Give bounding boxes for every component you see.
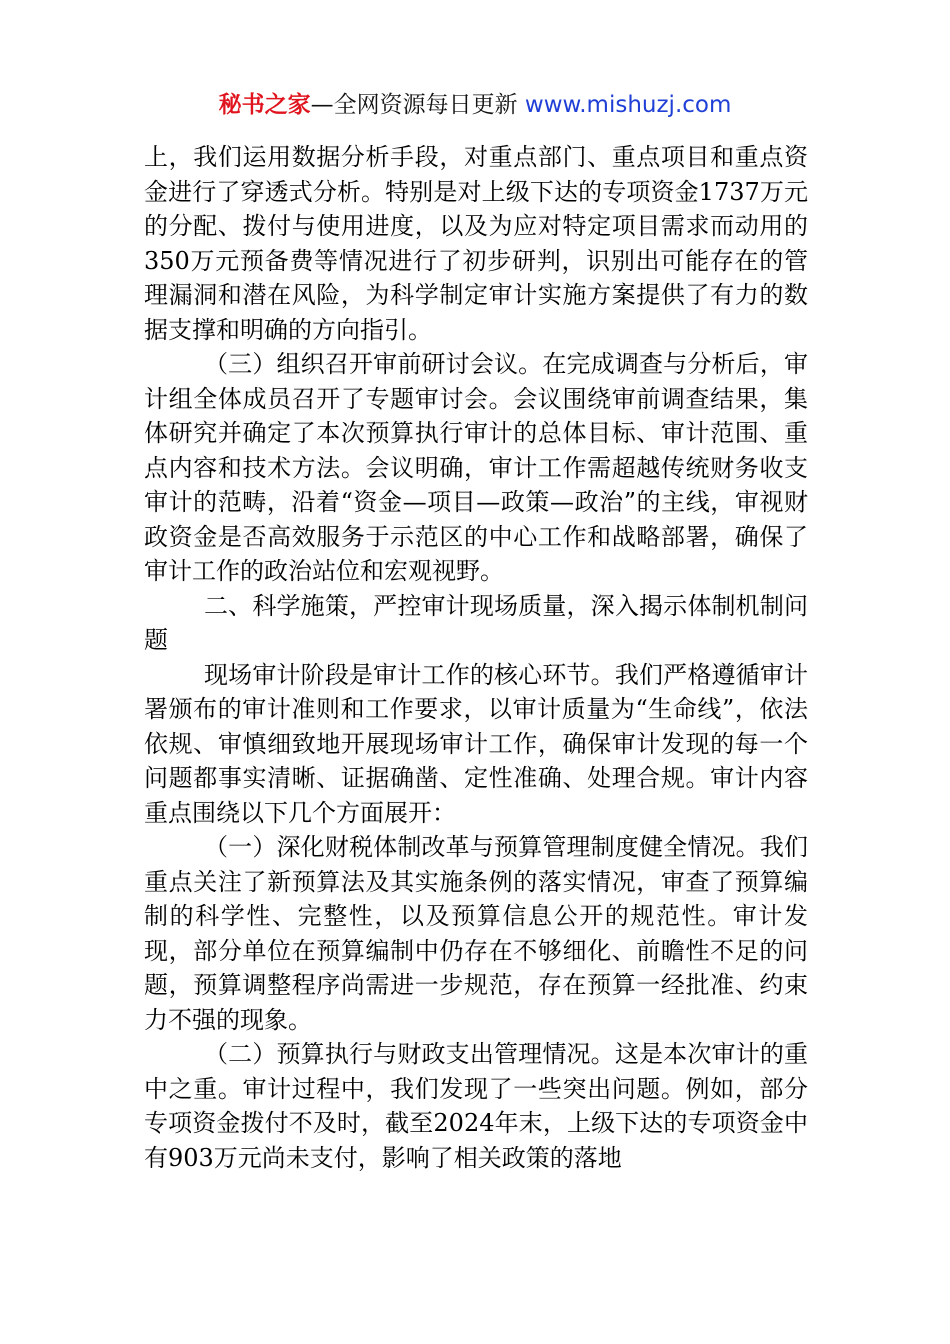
paragraph-continuation: 上，我们运用数据分析手段，对重点部门、重点项目和重点资金进行了穿透式分析。特别是对上级下达的专项资金1737万元的分配、拨付与使用进度，以及为应对特定项目需求而动用的350万元预备费等情况进行了初步研判，识别出可能存在的管理漏洞和潜在风险，为科学制定审计实施方案提供了有力的数据支撑和明确的方向指引。	[144, 143, 808, 344]
header-url-link[interactable]: www.mishuzj.com	[524, 92, 732, 118]
paragraph-item-one: （一）深化财税体制改革与预算管理制度健全情况。我们重点关注了新预算法及其实施条例的落实情况，审查了预算编制的科学性、完整性，以及预算信息公开的规范性。审计发现，部分单位在预算编制中仍存在不够细化、前瞻性不足的问题，预算调整程序尚需进一步规范，存在预算一经批准、约束力不强的现象。	[144, 833, 808, 1034]
paragraph-section-three: （三）组织召开审前研讨会议。在完成调查与分析后，审计组全体成员召开了专题审讨会。会议围绕审前调查结果，集体研究并确定了本次预算执行审计的总体目标、审计范围、重点内容和技术方法。会议明确，审计工作需超越传统财务收支审计的范畴，沿着“资金—项目—政策—政治”的主线，审视财政资金是否高效服务于示范区的中心工作和战略部署，确保了审计工作的政治站位和宏观视野。	[144, 350, 808, 585]
paragraph-onsite-audit: 现场审计阶段是审计工作的核心环节。我们严格遵循审计署颁布的审计准则和工作要求，以审计质量为“生命线”，依法依规、审慎细致地开展现场审计工作，确保审计发现的每一个问题都事实清晰、证据确凿、定性准确、处理合规。审计内容重点围绕以下几个方面展开：	[144, 660, 808, 827]
brand-name: 秘书之家	[218, 92, 311, 118]
section-heading-two: 二、科学施策，严控审计现场质量，深入揭示体制机制问题	[144, 591, 808, 654]
page-header	[0, 90, 950, 120]
document-body	[144, 140, 808, 1175]
header-tagline: —全网资源每日更新	[310, 92, 518, 118]
paragraph-item-two: （二）预算执行与财政支出管理情况。这是本次审计的重中之重。审计过程中，我们发现了一些突出问题。例如，部分专项资金拨付不及时，截至2024年末，上级下达的专项资金中有903万元尚未支付，影响了相关政策的落地	[144, 1040, 808, 1172]
